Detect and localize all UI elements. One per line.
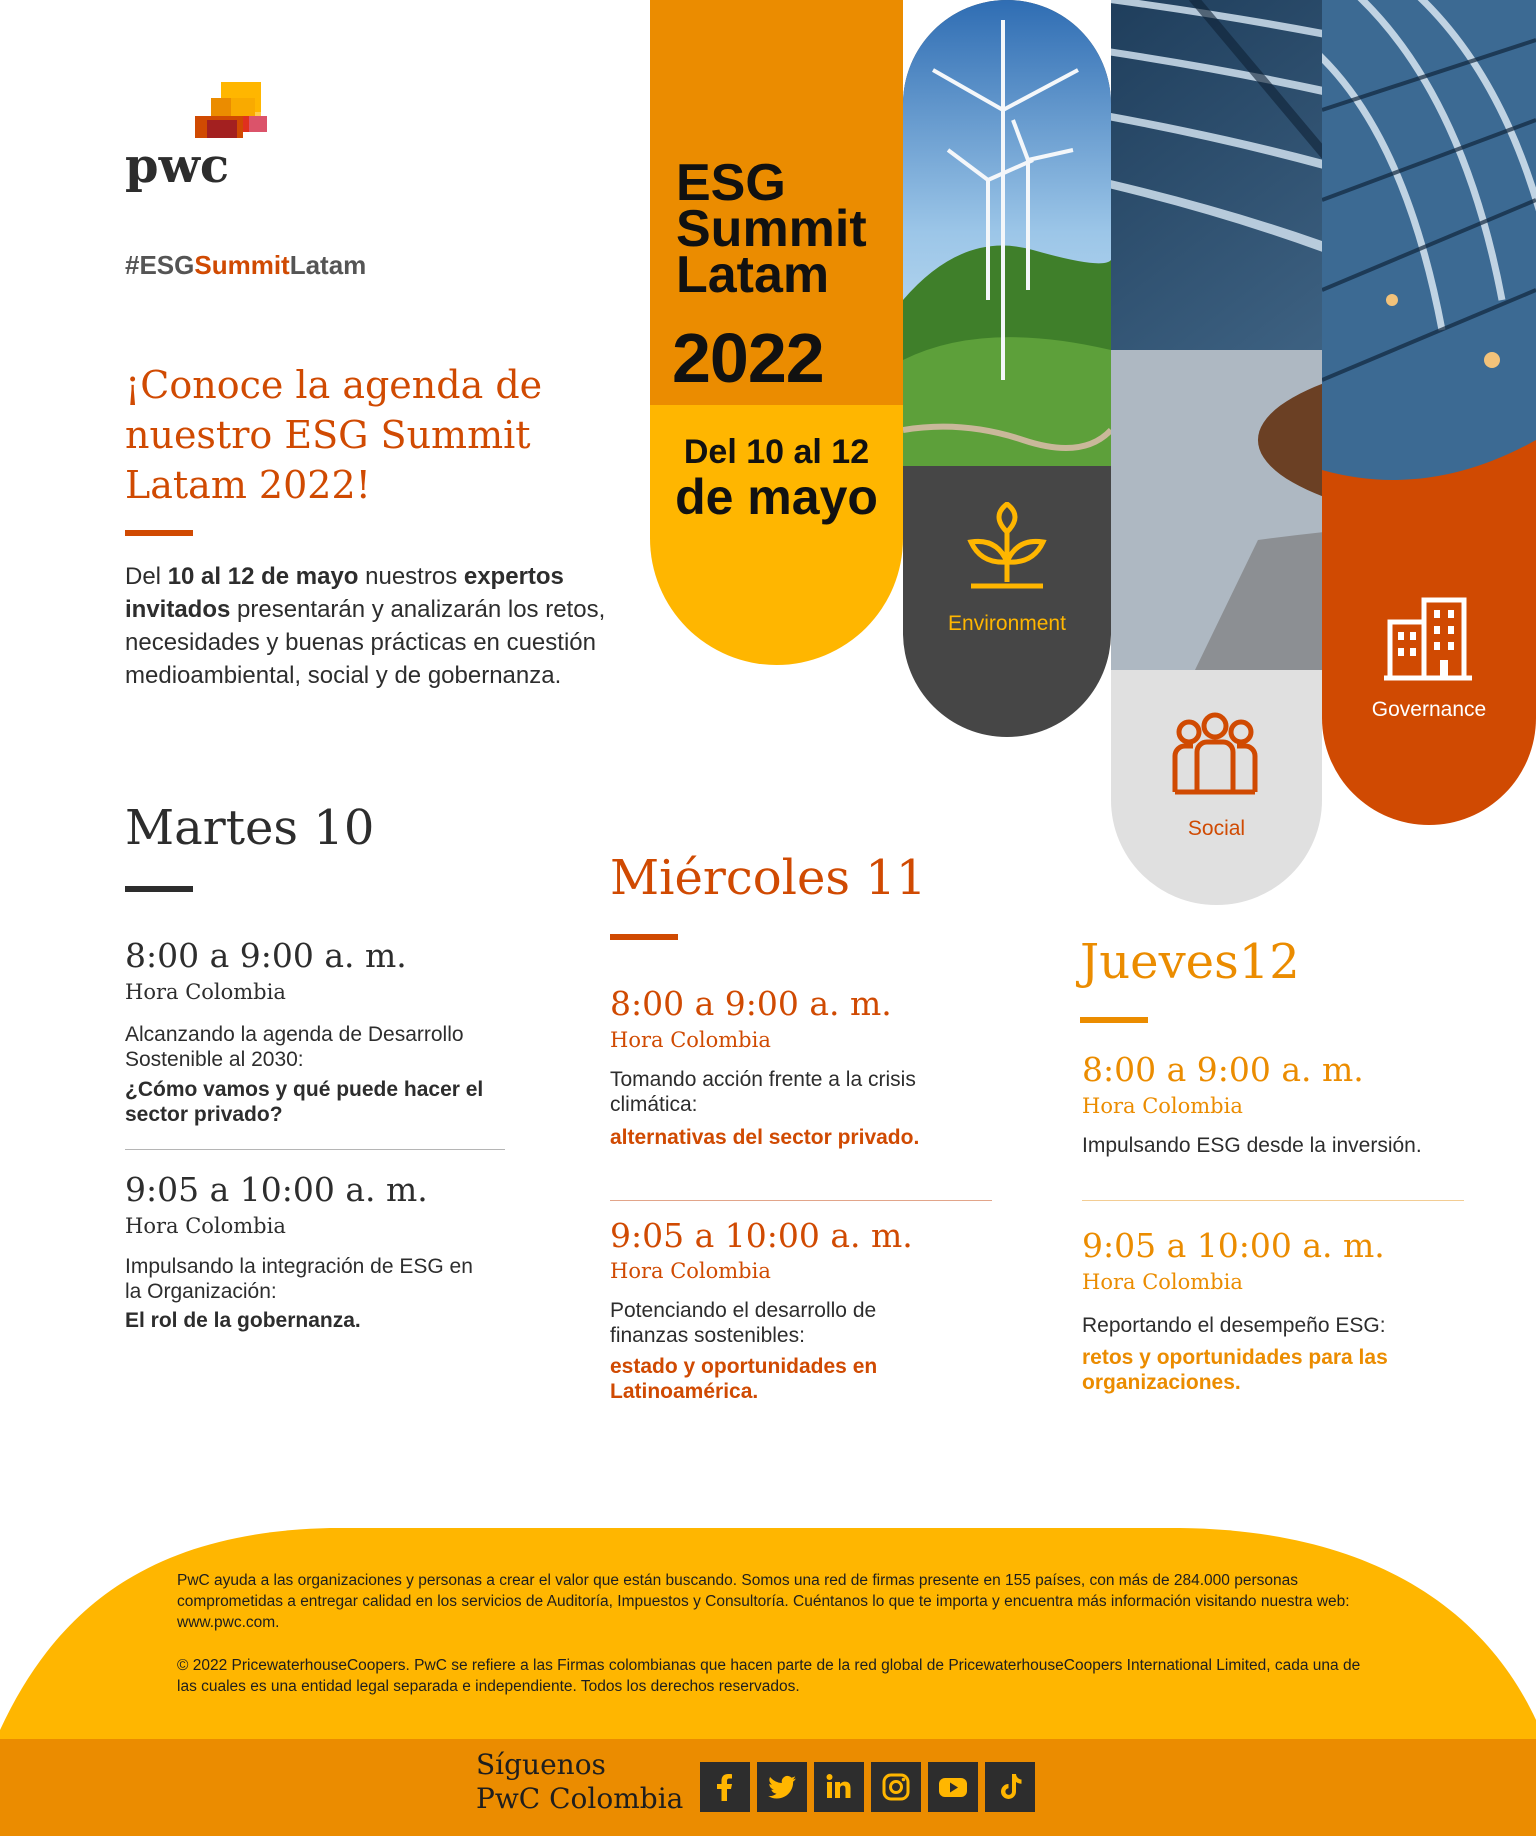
event-title-pillar <box>650 0 903 665</box>
session-timezone: Hora Colombia <box>125 980 286 1004</box>
event-title-line2: Summit <box>676 200 867 258</box>
day-title: Miércoles 11 <box>610 850 927 906</box>
footer-about: PwC ayuda a las organizaciones y personas a crear el valor que están buscando. Somos una red de firmas presente en 155 países, con más de 284.000 personas comprometidas a entregar calidad en los servicios de Auditoría, Impuestos y Consultoría. Cuéntanos lo que te importa y encuentra más información visitando nuestra web: www.pwc.com. <box>177 1572 1350 1631</box>
follow-us-line2: PwC Colombia <box>476 1782 684 1815</box>
building-photo-right <box>1322 0 1536 520</box>
event-year: 2022 <box>672 319 824 397</box>
session-time: 9:05 a 10:00 a. m. <box>125 1170 428 1209</box>
session-time: 9:05 a 10:00 a. m. <box>1082 1226 1385 1265</box>
intro-title: ¡Conoce la agenda de nuestro ESG Summit Latam 2022! <box>125 363 543 507</box>
session-time: 8:00 a 9:00 a. m. <box>1082 1050 1364 1089</box>
hashtag: #ESGSummitLatam <box>125 250 367 280</box>
session-timezone: Hora Colombia <box>1082 1094 1243 1118</box>
day-title: Jueves12 <box>1080 934 1300 990</box>
session-timezone: Hora Colombia <box>610 1028 771 1052</box>
day-divider <box>610 934 678 940</box>
event-dates-line2: de mayo <box>675 469 878 525</box>
session-topic: Potenciando el desarrollo de finanzas sostenibles: <box>610 1299 877 1347</box>
session-separator <box>125 1149 505 1150</box>
session-timezone: Hora Colombia <box>610 1259 771 1283</box>
session-timezone: Hora Colombia <box>125 1214 286 1238</box>
session-time: 9:05 a 10:00 a. m. <box>610 1216 913 1255</box>
session-separator <box>610 1200 992 1201</box>
pwc-logo <box>125 82 285 202</box>
tiktok-icon[interactable] <box>985 1762 1035 1812</box>
instagram-icon[interactable] <box>871 1762 921 1812</box>
building-photo <box>1111 0 1322 670</box>
follow-us-line1: Síguenos <box>476 1748 606 1781</box>
intro-divider <box>125 530 193 536</box>
day-divider <box>1080 1017 1148 1023</box>
session-highlight: alternativas del sector privado. <box>610 1126 920 1149</box>
environment-pillar <box>903 0 1111 737</box>
social-label: Social <box>1187 817 1246 840</box>
session-timezone: Hora Colombia <box>1082 1270 1243 1294</box>
event-dates-line1: Del 10 al 12 <box>683 433 870 471</box>
people-icon <box>1169 712 1261 804</box>
wind-turbine-photo <box>903 0 1111 466</box>
hero-banner <box>650 0 1536 910</box>
pwc-logo-mark <box>125 82 285 202</box>
event-title-line1: ESG <box>676 154 786 212</box>
session-topic: Impulsando ESG desde la inversión. <box>1082 1134 1422 1157</box>
day-divider <box>125 886 193 892</box>
governance-label: Governance <box>1371 698 1487 721</box>
plant-icon <box>961 502 1053 594</box>
session-highlight: El rol de la gobernanza. <box>125 1309 361 1332</box>
linkedin-icon[interactable] <box>814 1762 864 1812</box>
session-highlight: ¿Cómo vamos y qué puede hacer el sector privado? <box>125 1078 484 1126</box>
session-highlight: retos y oportunidades para las organizaciones. <box>1082 1346 1388 1394</box>
youtube-icon[interactable] <box>928 1762 978 1812</box>
session-topic: Reportando el desempeño ESG: <box>1082 1314 1386 1337</box>
session-topic: Alcanzando la agenda de Desarrollo Sostenible al 2030: <box>125 1023 464 1071</box>
session-time: 8:00 a 9:00 a. m. <box>125 936 407 975</box>
facebook-icon[interactable] <box>700 1762 750 1812</box>
session-highlight: estado y oportunidades en Latinoamérica. <box>610 1355 878 1403</box>
session-topic: Impulsando la integración de ESG en la Organización: <box>125 1255 473 1303</box>
session-separator <box>1082 1200 1464 1201</box>
building-icon <box>1382 592 1474 684</box>
event-title <box>676 154 867 304</box>
governance-pillar <box>1322 0 1536 825</box>
day-title: Martes 10 <box>125 800 375 856</box>
social-pillar <box>1111 0 1322 905</box>
session-topic: Tomando acción frente a la crisis climática: <box>610 1068 916 1116</box>
event-title-line3: Latam <box>676 246 830 304</box>
environment-label: Environment <box>948 612 1066 635</box>
intro-text: Del 10 al 12 de mayo nuestros expertos invitados presentarán y analizarán los retos, necesidades y buenas prácticas en cuestión medioambiental, social y de gobernanza. <box>125 563 606 689</box>
follow-us <box>476 1748 683 1816</box>
twitter-icon[interactable] <box>757 1762 807 1812</box>
svg-text:pwc: pwc <box>125 138 230 194</box>
session-time: 8:00 a 9:00 a. m. <box>610 984 892 1023</box>
footer-legal: © 2022 PricewaterhouseCoopers. PwC se refiere a las Firmas colombianas que hacen parte de la red global de PricewaterhouseCoopers International Limited, cada una de las cuales es una entidad legal separada e independiente. Todos los derechos reservados. <box>177 1657 1361 1695</box>
